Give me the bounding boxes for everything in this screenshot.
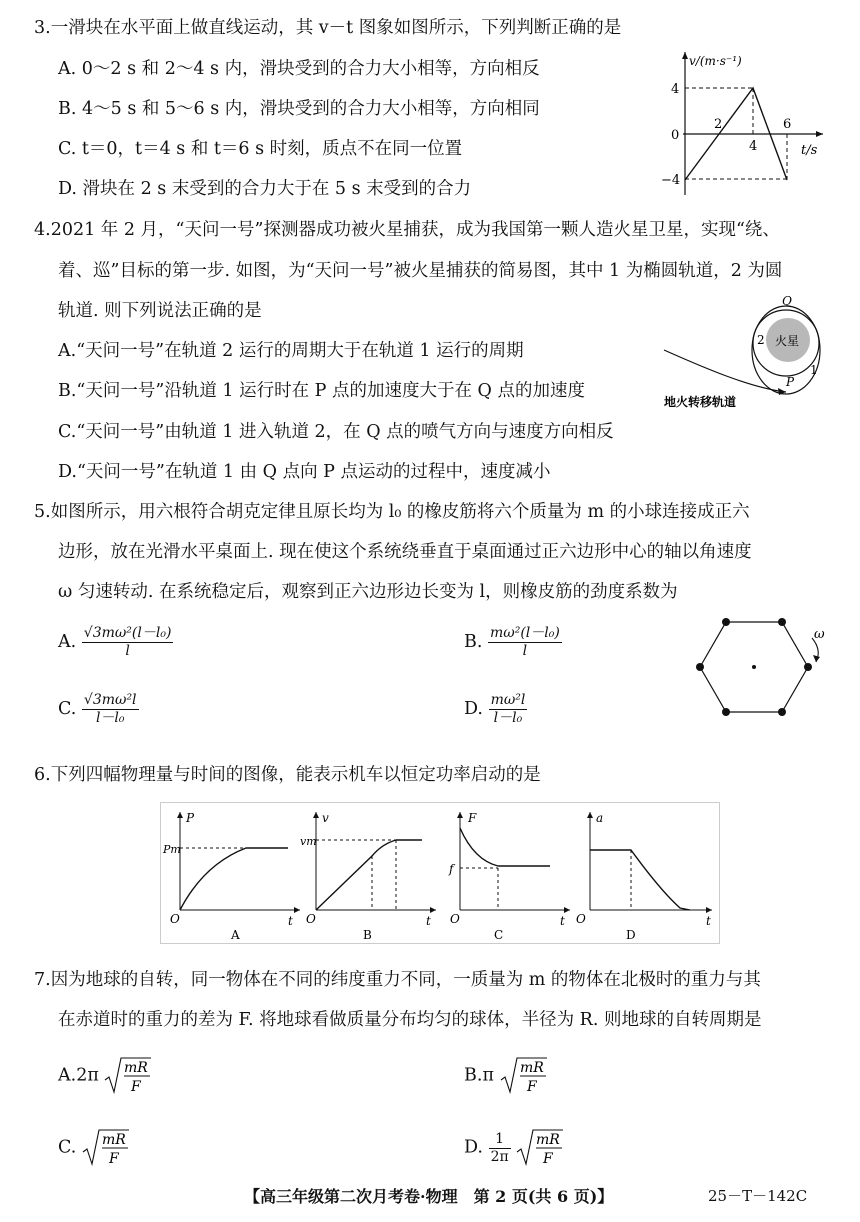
graph-b-y-label: v: [322, 811, 329, 825]
acceleration-curve: [590, 850, 690, 910]
graph-b-origin: O: [306, 912, 316, 926]
graphs-frame: [161, 803, 720, 944]
q5-option-c: C. $\frac{\text{√3mω²l}}{\text{l－l₀}}$: [58, 692, 137, 726]
q4-option-b: B.“天问一号”沿轨道 1 运行时在 P 点的加速度大于在 Q 点的加速度: [58, 381, 585, 401]
graph-b: [300, 811, 436, 942]
q5-option-b: B. $\frac{\text{mω²(l－l₀)}}{l}$: [464, 625, 560, 659]
q5-hexagon-figure: [686, 612, 826, 722]
q3-option-d: D. 滑块在 2 s 末受到的合力大于在 5 s 末受到的合力: [58, 179, 472, 199]
ball: [722, 708, 730, 716]
graph-c-origin: O: [450, 912, 460, 926]
graph-b-caption: B: [363, 928, 372, 942]
q5-option-c-fraction: $\frac{\text{√3mω²l}}{\text{l－l₀}}$: [83, 692, 137, 726]
power-curve: [180, 848, 288, 910]
q4-stem-line1: 4.2021 年 2 月，“天问一号”探测器成功被火星捕获，成为我国第一颗人造火星卫星，实现“绕、: [34, 220, 780, 240]
omega-label: ω: [814, 627, 825, 642]
rotation-arrowhead: [813, 655, 820, 662]
q4-option-d: D.“天问一号”在轨道 1 由 Q 点向 P 点运动的过程中，速度减小: [58, 462, 551, 482]
graph-a-origin: O: [170, 912, 180, 926]
q5-option-d-fraction: $\frac{\text{mω²l}}{\text{l－l₀}}$: [490, 692, 526, 726]
graph-a-y-label: P: [186, 811, 195, 825]
q7-option-a: A.2π mR F: [58, 1056, 152, 1096]
sqrt-symbol: [500, 1056, 548, 1096]
q5-stem-line3: ω 匀速转动. 在系统稳定后，观察到正六边形边长变为 l，则橡皮筋的劲度系数为: [58, 582, 678, 602]
graph-c-caption: C: [494, 928, 504, 942]
q3-option-a: A. 0～2 s 和 2～4 s 内，滑块受到的合力大小相等，方向相反: [58, 59, 540, 79]
q4-orbit-figure: [660, 288, 826, 410]
q7-option-c: C. mR F: [58, 1128, 130, 1168]
q7-option-b: B.π mR F: [464, 1056, 548, 1096]
q5-option-a-fraction: $\frac{\text{√3mω²(l－l₀)}}{l}$: [83, 625, 172, 659]
footer-code: 25－T－142C: [708, 1187, 808, 1205]
sqrt-symbol: [82, 1128, 130, 1168]
graph-d-caption: D: [626, 928, 636, 942]
sqrt-symbol: [104, 1056, 152, 1096]
q4-stem-line2: 着、巡”目标的第一步. 如图，为“天问一号”被火星捕获的简易图，其中 1 为椭圆轨道，2 为圆: [58, 261, 783, 281]
graph-a: [162, 811, 300, 942]
ball: [804, 663, 812, 671]
transfer-orbit-label: 地火转移轨道: [664, 395, 737, 409]
graph-b-x-label: t: [426, 914, 431, 928]
ball: [722, 618, 730, 626]
ball: [778, 708, 786, 716]
graph-a-caption: A: [231, 928, 240, 942]
q7-stem-line1: 7.因为地球的自转，同一物体在不同的纬度重力不同，一质量为 m 的物体在北极时的重力与其: [34, 970, 761, 990]
q7-option-d-coefficient: $\frac{1}{2\pi}$: [490, 1130, 509, 1165]
x-tick-2: 2: [714, 117, 723, 132]
graph-d-y-label: a: [596, 811, 604, 825]
q4-stem-line3: 轨道. 则下列说法正确的是: [58, 301, 262, 321]
orbit-1-label: 1: [810, 363, 818, 377]
q7-option-d: D. $\frac{1}{2\pi}$ mR F: [464, 1128, 564, 1168]
graph-c-x-label: t: [560, 914, 565, 928]
sqrt-symbol: [516, 1128, 564, 1168]
q5-option-b-fraction: $\frac{\text{mω²(l－l₀)}}{l}$: [490, 625, 560, 659]
graph-d-x-label: t: [706, 914, 711, 928]
q5-option-a: A. $\frac{\text{√3mω²(l－l₀)}}{l}$: [58, 625, 172, 659]
graph-d-origin: O: [576, 912, 586, 926]
q5-option-d: D. $\frac{\text{mω²l}}{\text{l－l₀}}$: [464, 692, 526, 726]
graph-c-y-label: F: [468, 811, 477, 825]
q4-option-a: A.“天问一号”在轨道 2 运行的周期大于在轨道 1 运行的周期: [58, 341, 524, 361]
center-dot: [752, 665, 756, 669]
x-axis-label: t/s: [801, 143, 818, 158]
mars-label: 火星: [775, 334, 800, 348]
q3-stem: 3.一滑块在水平面上做直线运动，其 v－t 图象如图所示，下列判断正确的是: [34, 18, 622, 38]
graph-b-mark: vm: [300, 835, 317, 848]
x-tick-6: 6: [783, 117, 792, 132]
force-curve: [460, 828, 550, 866]
graph-c: [448, 811, 570, 942]
y-tick-4: 4: [671, 82, 680, 97]
q3-vt-graph: [655, 48, 827, 198]
svg-text:mR: mR: [124, 1060, 149, 1076]
orbit-2-label: 2: [757, 333, 765, 347]
graph-a-mark: Pm: [163, 843, 181, 856]
graph-d: [576, 811, 712, 942]
svg-text:F: F: [526, 1079, 537, 1095]
q3-option-c: C. t＝0，t＝4 s 和 t＝6 s 时刻，质点不在同一位置: [58, 139, 463, 159]
y-tick-0: 0: [671, 128, 680, 143]
svg-text:mR: mR: [536, 1132, 561, 1148]
q5-stem-line1: 5.如图所示，用六根符合胡克定律且原长均为 l₀ 的橡皮筋将六个质量为 m 的小球连接成正六: [34, 502, 750, 522]
point-p-label: P: [786, 375, 795, 389]
footer-title: 【高三年级第二次月考卷·物理 第 2 页(共 6 页)】: [244, 1187, 614, 1206]
q6-stem: 6.下列四幅物理量与时间的图像，能表示机车以恒定功率启动的是: [34, 765, 541, 785]
svg-text:mR: mR: [519, 1060, 544, 1076]
svg-text:F: F: [131, 1079, 142, 1095]
y-tick-neg4: −4: [661, 173, 681, 188]
q7-stem-line2: 在赤道时的重力的差为 F. 将地球看做质量分布均匀的球体，半径为 R. 则地球的自转周期是: [58, 1010, 762, 1030]
graph-a-x-label: t: [288, 914, 293, 928]
x-tick-4: 4: [749, 139, 758, 154]
q5-stem-line2: 边形，放在光滑水平桌面上. 现在使这个系统绕垂直于桌面通过正六边形中心的轴以角速度: [58, 542, 752, 562]
svg-text:mR: mR: [101, 1132, 126, 1148]
velocity-curve: [316, 840, 422, 910]
svg-text:F: F: [108, 1151, 119, 1167]
point-q-label: Q: [782, 294, 792, 308]
ball: [778, 618, 786, 626]
graph-c-mark: f: [449, 862, 454, 876]
svg-text:F: F: [543, 1151, 553, 1167]
q6-graphs: [160, 802, 720, 944]
q3-option-b: B. 4～5 s 和 5～6 s 内，滑块受到的合力大小相等，方向相同: [58, 99, 540, 119]
ball: [696, 663, 704, 671]
y-axis-label: v/(m·s⁻¹): [689, 54, 742, 68]
q4-option-c: C.“天问一号”由轨道 1 进入轨道 2，在 Q 点的喷气方向与速度方向相反: [58, 422, 614, 442]
